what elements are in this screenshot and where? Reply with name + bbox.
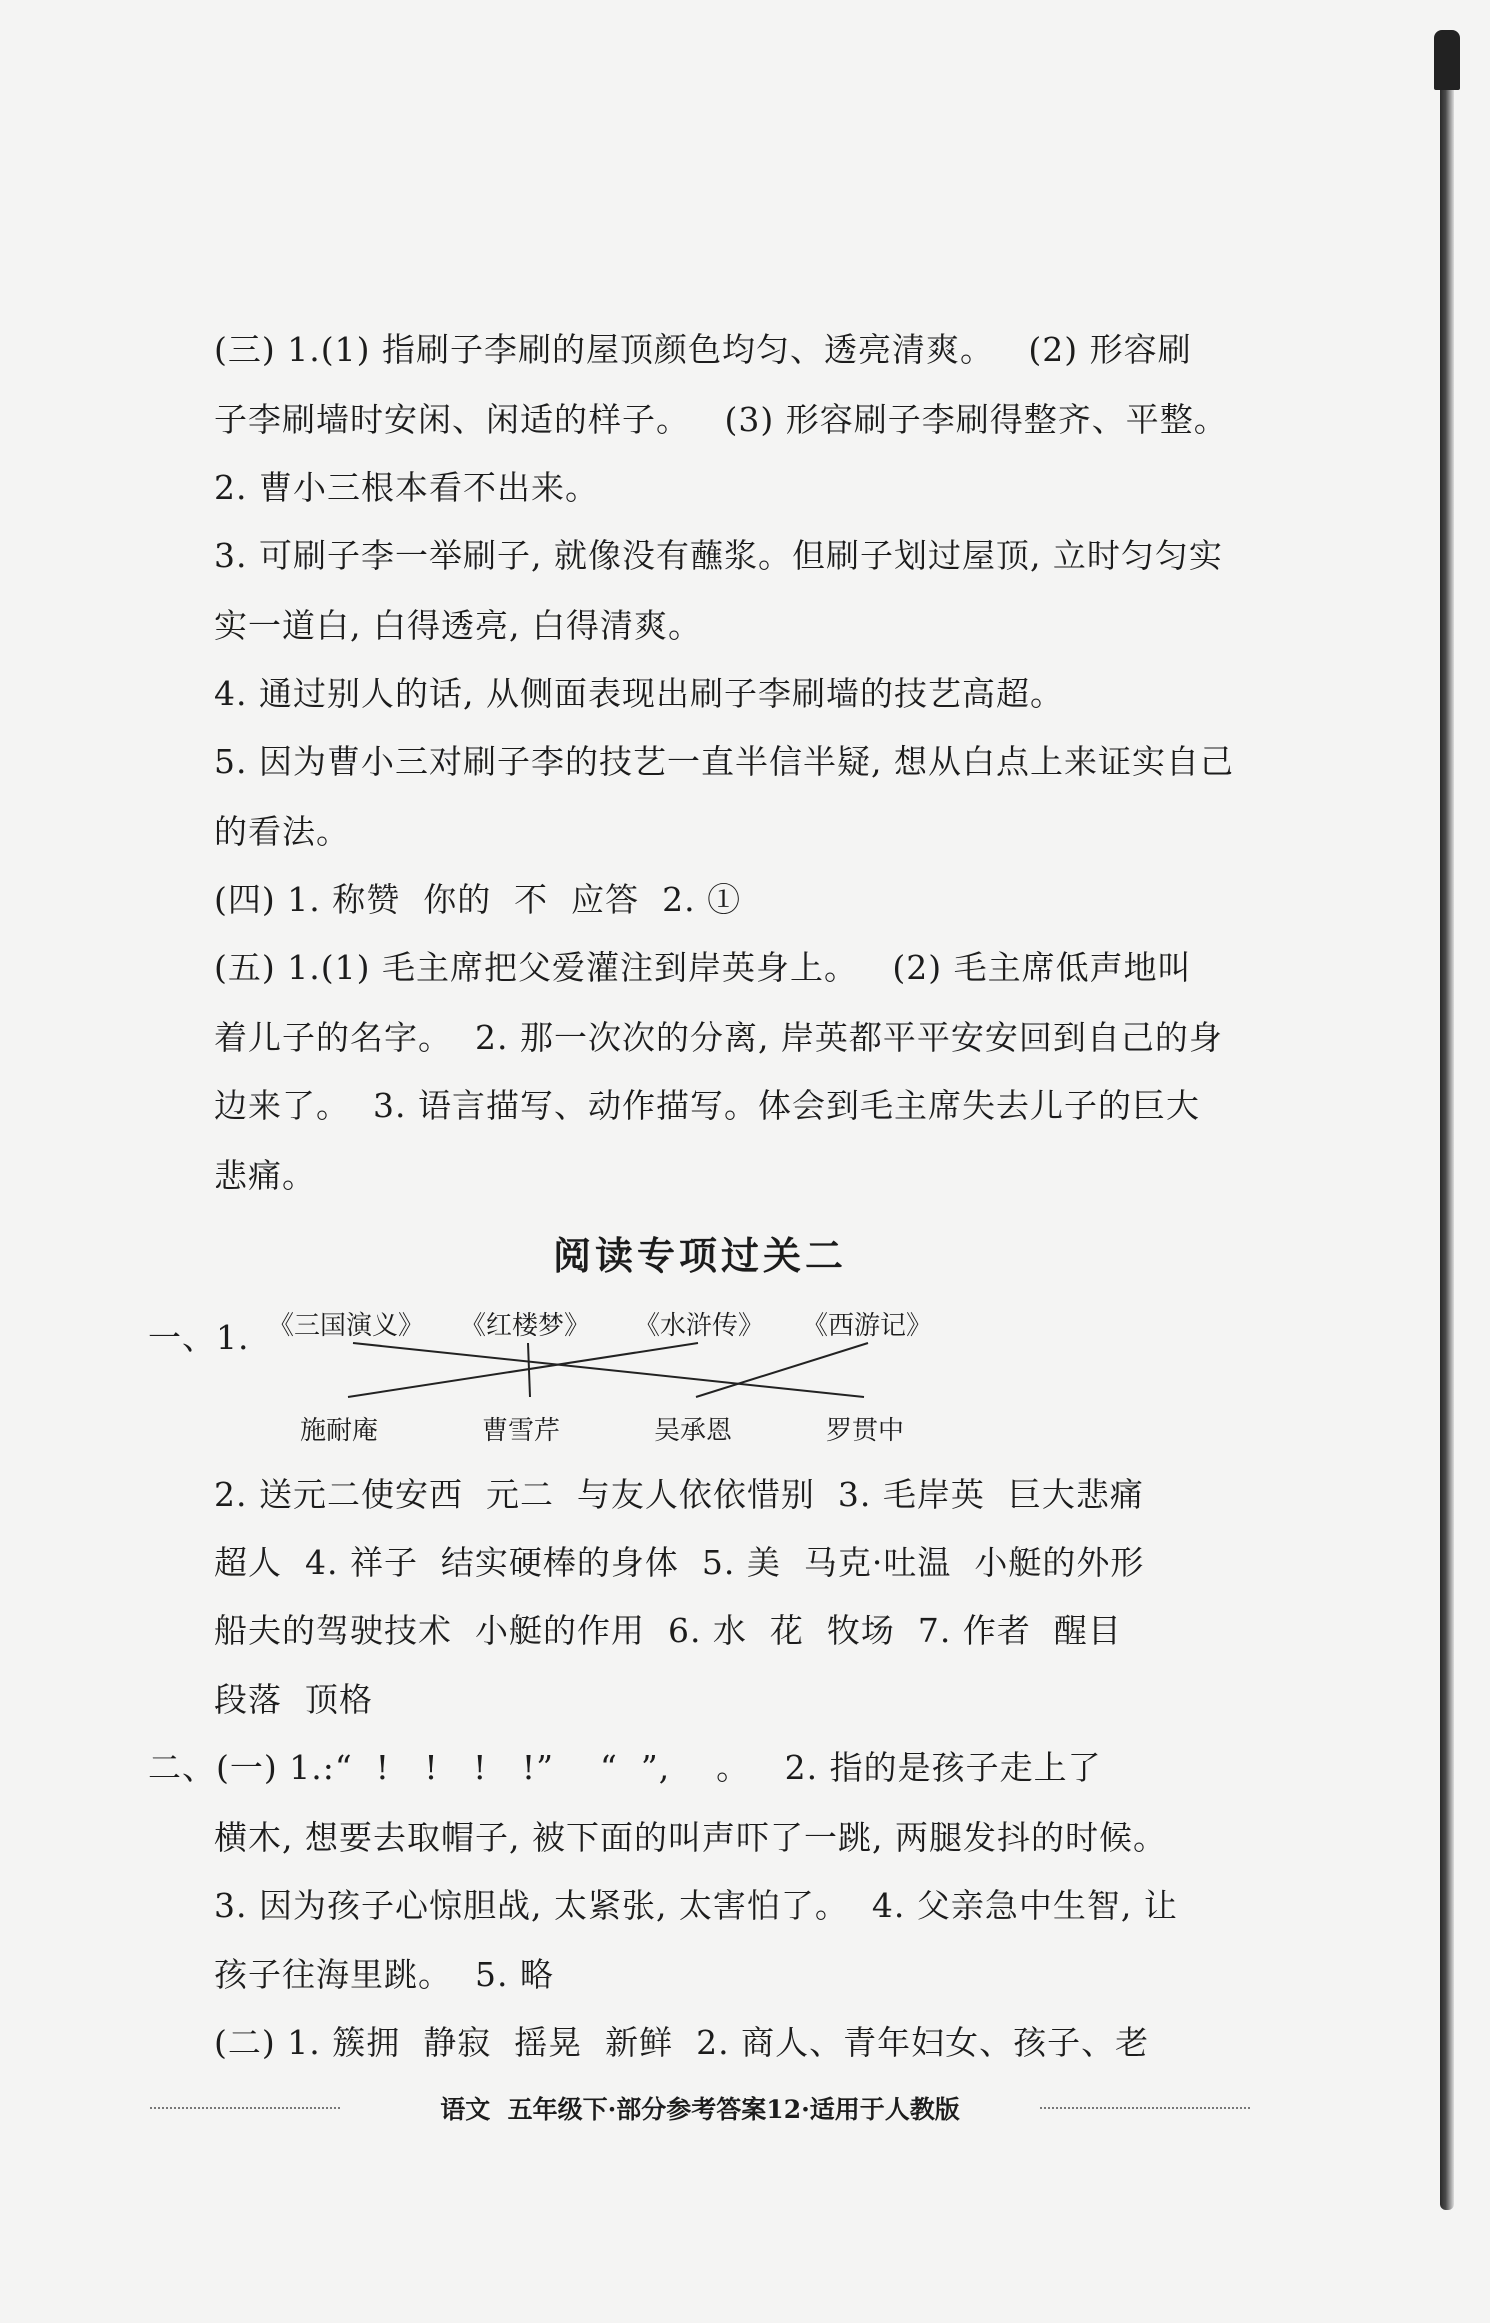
book-author-matching (148, 1305, 948, 1455)
answer-line: 边来了。 3. 语言描写、动作描写。体会到毛主席失去儿子的巨大 (214, 1086, 1200, 1125)
match-line (348, 1343, 698, 1397)
author-name: 施耐庵 (300, 1416, 379, 1446)
section-heading: 阅读专项过关二 (552, 1233, 847, 1278)
page-binding-edge (1440, 30, 1454, 2210)
author-name: 罗贯中 (826, 1416, 905, 1446)
book-title: 《西游记》 (802, 1311, 933, 1341)
answer-line: (三) 1.(1) 指刷子李刷的屋顶颜色均匀、透亮清爽。 (2) 形容刷 (214, 330, 1192, 369)
page-binding-clip (1434, 30, 1460, 90)
answer-line: (二) 1. 簇拥 静寂 摇晃 新鲜 2. 商人、青年妇女、孩子、老 (214, 2023, 1150, 2062)
answer-line: 子李刷墙时安闲、闲适的样子。 (3) 形容刷子李刷得整齐、平整。 (214, 400, 1228, 439)
answer-line: 船夫的驾驶技术 小艇的作用 6. 水 花 牧场 7. 作者 醒目 (214, 1611, 1122, 1650)
answer-line: 2. 送元二使安西 元二 与友人依依惜别 3. 毛岸英 巨大悲痛 (214, 1475, 1144, 1514)
answer-line: 实一道白, 白得透亮, 白得清爽。 (214, 606, 702, 645)
author-name: 曹雪芹 (482, 1416, 561, 1446)
author-name: 吴承恩 (654, 1416, 733, 1446)
answer-line: 段落 顶格 (214, 1680, 373, 1719)
answer-line: 超人 4. 祥子 结实硬棒的身体 5. 美 马克·吐温 小艇的外形 (214, 1543, 1145, 1582)
answer-line: 的看法。 (214, 812, 350, 851)
answer-line: 2. 曹小三根本看不出来。 (214, 468, 599, 507)
book-title: 《水浒传》 (634, 1311, 765, 1341)
book-title: 《三国演义》 (268, 1311, 425, 1341)
answer-line: 3. 可刷子李一举刷子, 就像没有蘸浆。但刷子划过屋顶, 立时匀匀实 (214, 536, 1223, 575)
answer-line: 着儿子的名字。 2. 那一次次的分离, 岸英都平平安安回到自己的身 (214, 1018, 1223, 1057)
answer-line: 悲痛。 (214, 1156, 316, 1195)
answer-line: 横木, 想要去取帽子, 被下面的叫声吓了一跳, 两腿发抖的时候。 (214, 1818, 1167, 1857)
answer-line: 二、(一) 1.:“ ! ! ! !” “ ”, 。 2. 指的是孩子走上了 (148, 1748, 1102, 1787)
book-title: 《红楼梦》 (460, 1311, 591, 1341)
answer-line: 4. 通过别人的话, 从侧面表现出刷子李刷墙的技艺高超。 (214, 674, 1064, 713)
match-line (353, 1343, 864, 1397)
answer-line: 孩子往海里跳。 5. 略 (214, 1955, 554, 1994)
answer-line: 3. 因为孩子心惊胆战, 太紧张, 太害怕了。 4. 父亲急中生智, 让 (214, 1886, 1178, 1925)
answer-line: 5. 因为曹小三对刷子李的技艺一直半信半疑, 想从白点上来证实自己 (214, 742, 1234, 781)
page-footer: 语文 五年级下·部分参考答案12·适用于人教版 (440, 2095, 960, 2124)
section-one-prefix: 一、1. (148, 1318, 250, 1357)
answer-line: (五) 1.(1) 毛主席把父爱灌注到岸英身上。 (2) 毛主席低声地叫 (214, 948, 1192, 987)
answer-line: (四) 1. 称赞 你的 不 应答 2. ① (214, 880, 742, 919)
